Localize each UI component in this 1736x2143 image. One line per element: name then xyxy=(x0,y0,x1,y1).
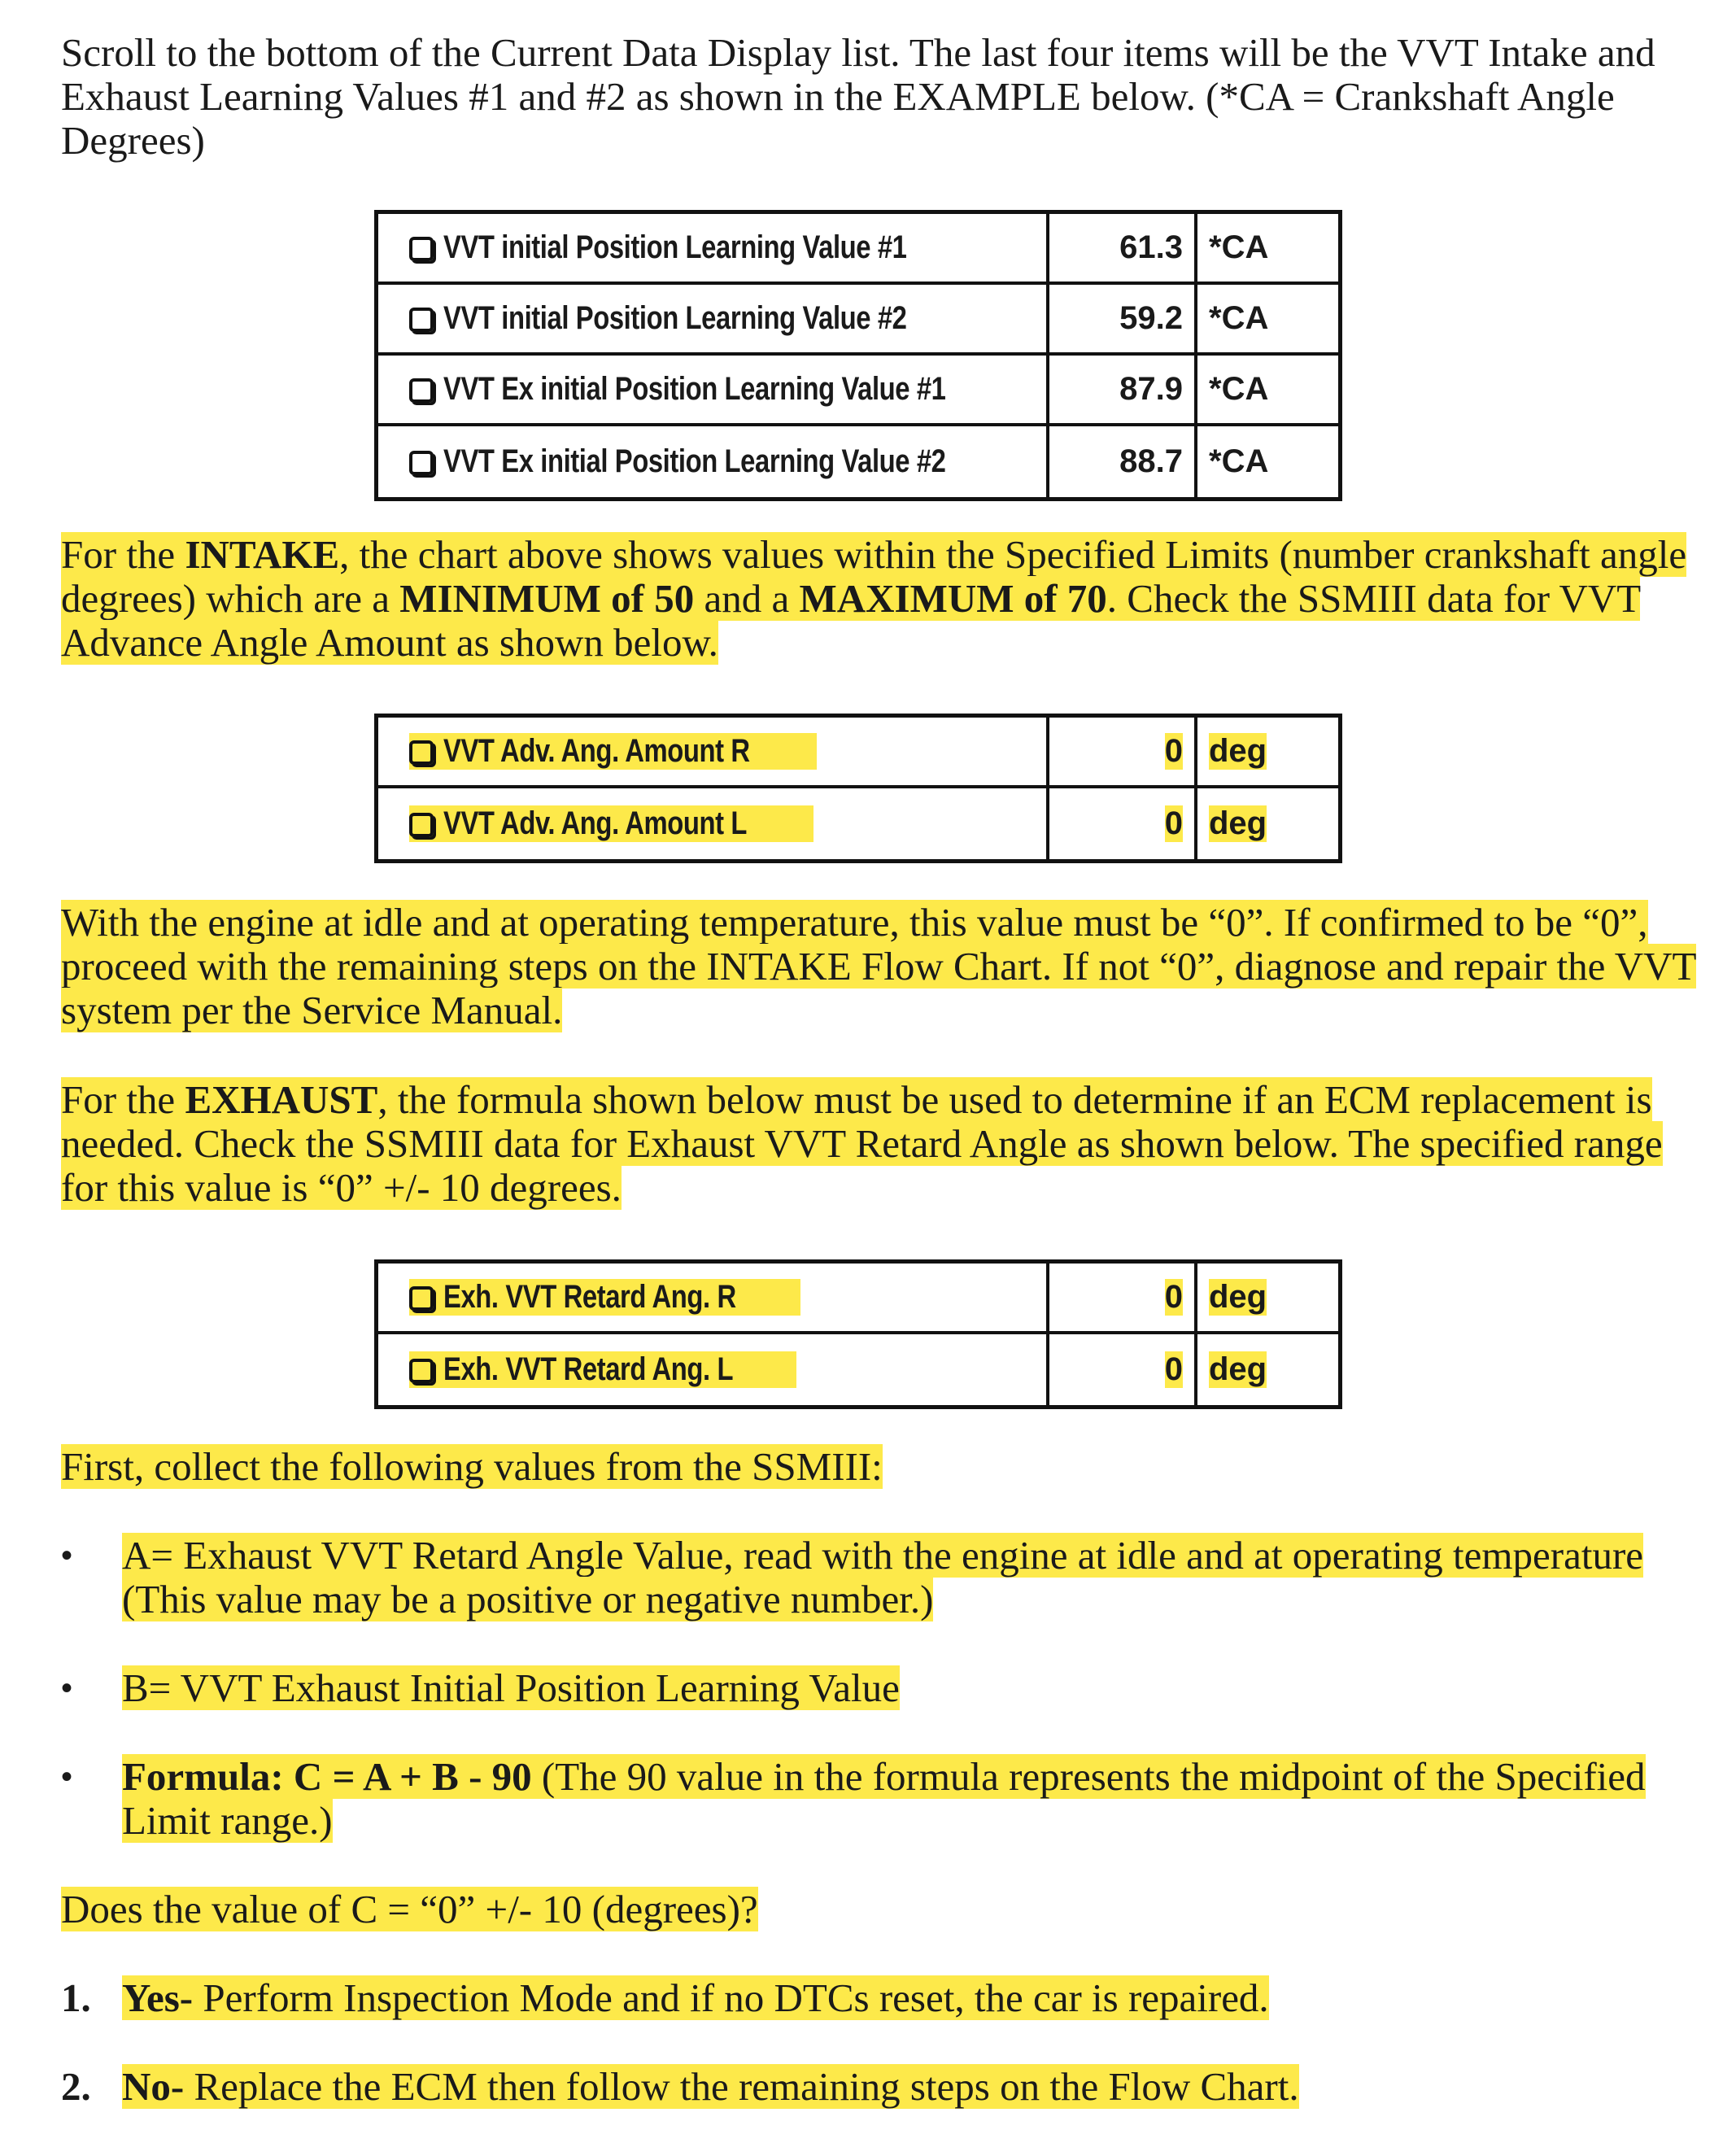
row-value: 0 xyxy=(1164,805,1183,841)
table-row xyxy=(378,356,1338,426)
exhaust-retard-angle-table xyxy=(374,1259,1342,1409)
row-value: 0 xyxy=(1164,1351,1183,1387)
step-text: Perform Inspection Mode and if no DTCs reset, the car is repaired. xyxy=(193,1975,1269,2020)
row-unit: deg xyxy=(1209,733,1267,769)
row-label: VVT Adv. Ang. Amount L xyxy=(443,805,748,841)
table-row xyxy=(378,788,1338,859)
row-label: Exh. VVT Retard Ang. R xyxy=(443,1279,736,1315)
checkbox[interactable] xyxy=(409,308,434,332)
bullet-icon: • xyxy=(61,1538,73,1573)
table-row xyxy=(378,214,1338,285)
row-label: VVT Ex initial Position Learning Value #1 xyxy=(443,371,946,407)
row-label: VVT Adv. Ang. Amount R xyxy=(443,733,750,769)
idle-paragraph: With the engine at idle and at operating temperature, this value must be “0”. If confirmed to be “0”, proceed with the remaining steps on the INTAKE Flow Chart. If not “0”, diagnose and repair the VVT system per the Service Manual. xyxy=(61,900,1697,1032)
intake-paragraph: For the INTAKE, the chart above shows values within the Specified Limits (number crankshaft angle degrees) which are a MINIMUM of 50 and a MAXIMUM of 70. Check the SSMIII data for VVT Advance Angle Amount as shown below. xyxy=(61,532,1687,665)
exhaust-paragraph: For the EXHAUST, the formula shown below must be used to determine if an ECM replacement is needed. Check the SSMIII data for Exhaust VVT Retard Angle as shown below. The specified range for this value is “0” +/- 10 degrees. xyxy=(61,1077,1663,1210)
intro-paragraph: Scroll to the bottom of the Current Data Display list. The last four items will be the VVT Intake and Exhaust Learning Values #1 and #2 as shown in the EXAMPLE below. (*CA = Crankshaft Angle Degrees) xyxy=(61,30,1655,163)
row-label: VVT initial Position Learning Value #1 xyxy=(443,229,907,265)
checkbox[interactable] xyxy=(409,1286,434,1311)
row-value: 61.3 xyxy=(1049,214,1197,282)
bullet-icon: • xyxy=(61,1670,73,1706)
step-text: Replace the ECM then follow the remaining steps on the Flow Chart. xyxy=(184,2064,1299,2109)
row-value: 0 xyxy=(1164,1279,1183,1315)
row-unit: *CA xyxy=(1209,371,1269,407)
row-value: 88.7 xyxy=(1049,426,1197,497)
formula-text: Formula: C = A + B - 90 xyxy=(122,1754,532,1799)
formula-note: (The 90 value in the formula represents the midpoint of the Specified Limit range.) xyxy=(122,1754,1646,1843)
step-number: 1. xyxy=(61,1975,91,2020)
step-answer: No- xyxy=(122,2064,185,2109)
vvt-advance-angle-table xyxy=(374,714,1342,863)
row-value: 0 xyxy=(1164,733,1183,769)
bullet-b-text: B= VVT Exhaust Initial Position Learning Value xyxy=(122,1665,900,1710)
question-line: Does the value of C = “0” +/- 10 (degrees)? xyxy=(61,1887,758,1931)
bullet-a-text: A= Exhaust VVT Retard Angle Value, read with the engine at idle and at operating temperature (This value may be a positive or negative number.) xyxy=(122,1533,1644,1621)
step-number: 2. xyxy=(61,2064,91,2109)
bullet-icon: • xyxy=(61,1759,73,1795)
row-unit: *CA xyxy=(1209,443,1269,479)
table-row xyxy=(378,426,1338,497)
checkbox[interactable] xyxy=(409,378,434,403)
row-label: VVT initial Position Learning Value #2 xyxy=(443,300,907,336)
checkbox[interactable] xyxy=(409,813,434,837)
row-label: Exh. VVT Retard Ang. L xyxy=(443,1351,734,1387)
table-row xyxy=(378,718,1338,788)
collect-line: First, collect the following values from the SSMIII: xyxy=(61,1444,883,1489)
table-row xyxy=(378,285,1338,356)
checkbox[interactable] xyxy=(409,1359,434,1383)
checkbox[interactable] xyxy=(409,740,434,765)
row-unit: deg xyxy=(1209,1279,1267,1315)
row-label: VVT Ex initial Position Learning Value #2 xyxy=(443,443,946,479)
row-value: 87.9 xyxy=(1049,356,1197,423)
row-unit: *CA xyxy=(1209,300,1269,336)
row-value: 59.2 xyxy=(1049,285,1197,352)
row-unit: deg xyxy=(1209,1351,1267,1387)
vvt-learning-table xyxy=(374,210,1342,501)
row-unit: deg xyxy=(1209,805,1267,841)
row-unit: *CA xyxy=(1209,229,1269,265)
table-row xyxy=(378,1334,1338,1405)
table-row xyxy=(378,1264,1338,1334)
checkbox[interactable] xyxy=(409,451,434,475)
checkbox[interactable] xyxy=(409,237,434,261)
step-answer: Yes- xyxy=(122,1975,194,2020)
